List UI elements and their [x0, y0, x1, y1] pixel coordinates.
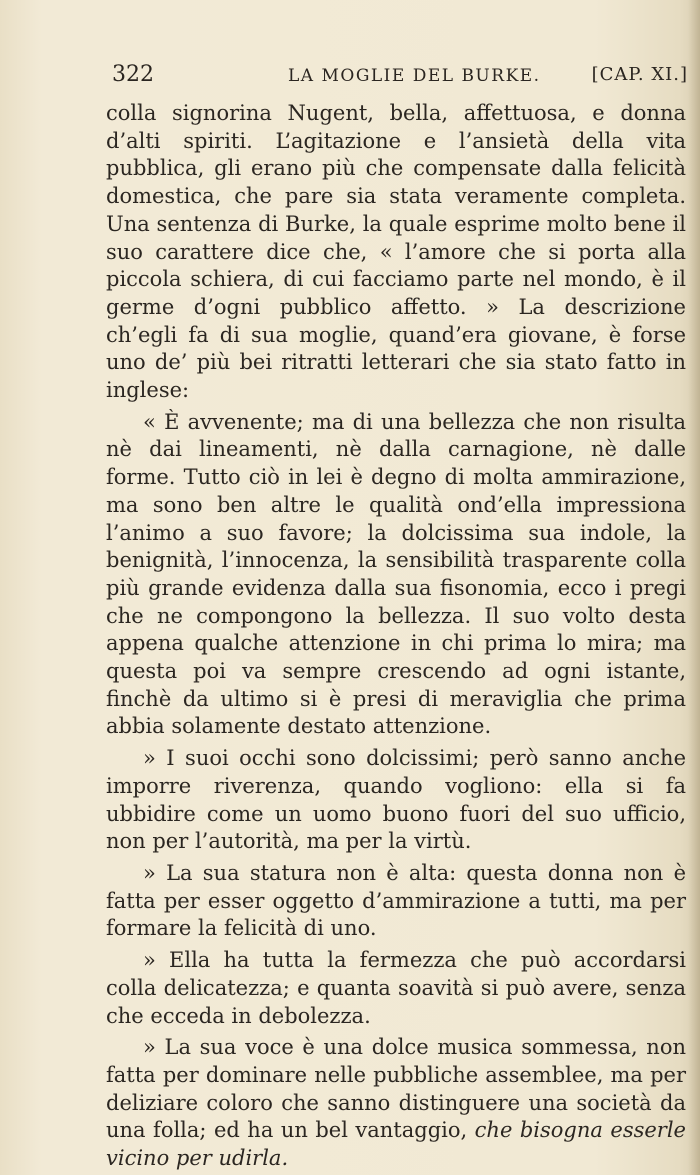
page-number: 322 [112, 62, 154, 87]
quote-paragraph-5-italic: che bisogna esserle vicino per udirla. [106, 1118, 686, 1171]
paragraph-intro: colla signorina Nugent, bella, affettuosa, e donna d’alti spiriti. L’agitazione e l’ansietà della vita pubblica, gli erano più che compensate dalla felicità domestica, che pare sia stata veramente completa. Una sentenza di Burke, la quale esprime molto bene il suo carattere dice che, « l’amore che si porta alla piccola schiera, di cui facciamo parte nel mondo, è il germe d’ogni pubblico affetto. » La descrizione ch’egli fa di sua moglie, quand’era giovane, è forse uno de’ più bei ritratti letterari che sia stato fatto in inglese: [106, 101, 686, 403]
running-title: LA MOGLIE DEL BURKE. [288, 66, 541, 86]
chapter-reference: [CAP. XI.] [591, 64, 688, 85]
quote-paragraph-1: « È avvenente; ma di una bellezza che non risulta nè dai lineamenti, nè dalla carnagione, nè dalle forme. Tutto ciò in lei è degno di molta ammirazione, ma sono ben altre le qualità ond’ella impressiona l’animo a suo favore; la dolcissima sua indole, la benignità, l’innocenza, la sensibilità trasparente colla più grande evidenza dalla sua fisonomia, ecco i pregi che ne compongono la bellezza. Il suo volto desta appena qualche attenzione in chi prima lo mira; ma questa poi va sempre crescendo ad ogni istante, finchè da ultimo si è presi di meraviglia che prima abbia solamente destato attenzione. [106, 409, 686, 739]
page-edge-shadow [688, 0, 700, 1175]
quote-paragraph-3: » La sua statura non è alta: questa donna non è fatta per esser oggetto d’ammirazione a tutti, ma per formare la felicità di uno. [106, 860, 686, 941]
page-header [110, 62, 688, 92]
quote-paragraph-5 [106, 1034, 686, 1173]
quote-paragraph-4: » Ella ha tutta la fermezza che può accordarsi colla delicatezza; e quanta soavità si può avere, senza che ecceda in debolezza. [106, 948, 686, 1028]
quote-paragraph-2: » I suoi occhi sono dolcissimi; però sanno anche imporre riverenza, quando vogliono: ella si fa ubbidire come un uomo buono fuori del suo ufficio, non per l’autorità, ma per la virtù. [106, 746, 686, 854]
quote-paragraph-5-text: » La sua voce è una dolce musica sommessa, non fatta per dominare nelle pubbliche assemblee, ma per deliziare coloro che sanno distinguere una società da una folla; ed ha un bel vantaggio, [106, 1035, 686, 1143]
body-text [106, 100, 686, 1173]
